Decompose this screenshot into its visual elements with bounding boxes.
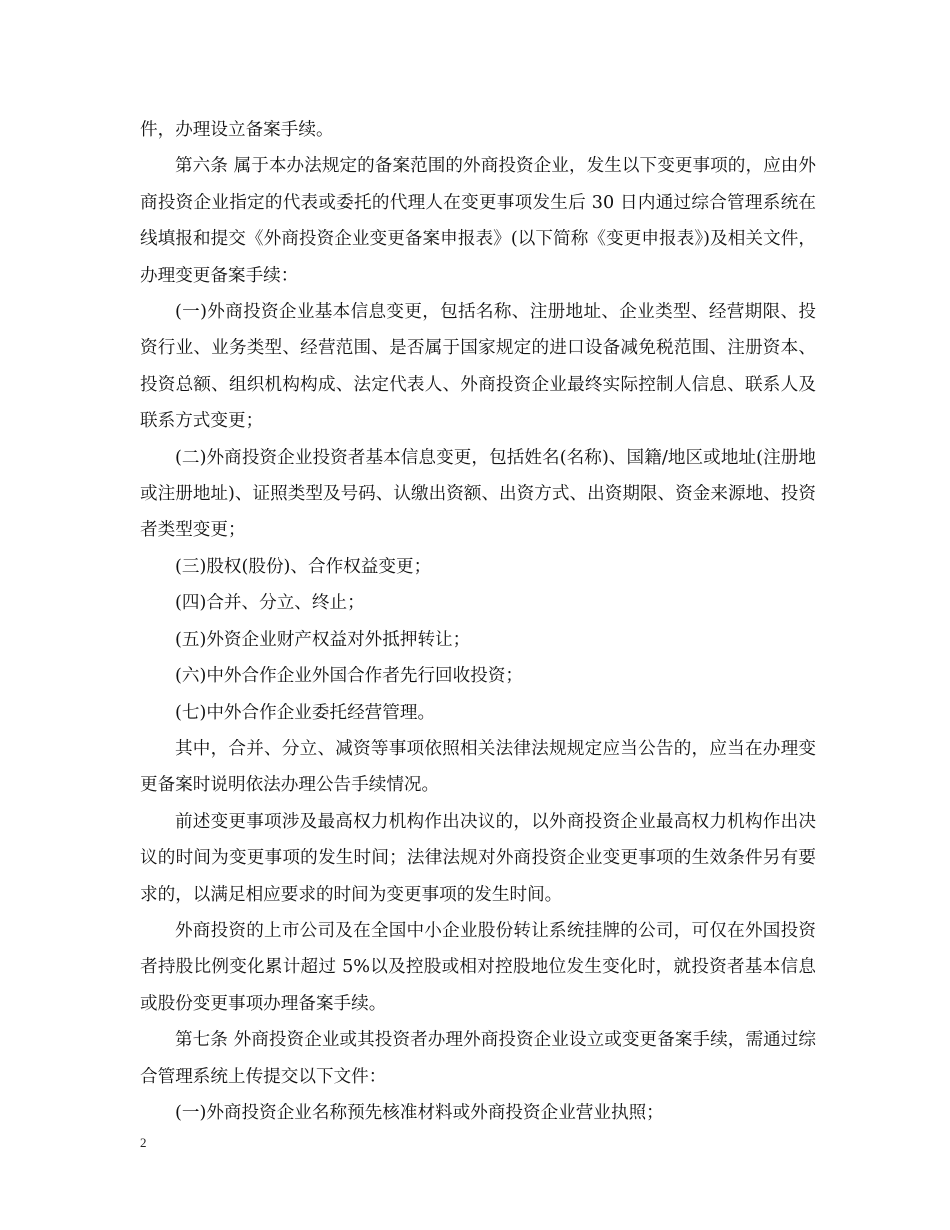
paragraph-item-4: (四)合并、分立、终止； [175,593,365,614]
paragraph-item-7: (七)中外合作企业委托经营管理。 [175,702,436,723]
paragraph-item-1: (一)外商投资企业基本信息变更，包括名称、注册地址、企业类型、经营期限、投资行业、业务类型、经营范围、是否属于国家规定的进口设备减免税范围、注册资本、投资总额、组织机构构成、法定代表人、外商投资企业最终实际控制人信息、联系人及联系方式变更； [140,302,816,432]
document-body [140,112,816,1131]
paragraph-resolution-time: 前述变更事项涉及最高权力机构作出决议的，以外商投资企业最高权力机构作出决议的时间为变更事项的发生时间；法律法规对外商投资企业变更事项的生效条件另有要求的，以满足相应要求的时间为变更事项的发生时间。 [140,811,816,905]
paragraph-item-5: (五)外资企业财产权益对外抵押转让； [175,629,471,650]
paragraph-announcement: 其中，合并、分立、减资等事项依照相关法律法规规定应当公告的，应当在办理变更备案时说明依法办理公告手续情况。 [140,738,816,796]
paragraph-article-7: 第七条 外商投资企业或其投资者办理外商投资企业设立或变更备案手续，需通过综合管理系统上传提交以下文件： [140,1030,816,1087]
paragraph-item-2: (二)外商投资企业投资者基本信息变更，包括姓名(名称)、国籍/地区或地址(注册地或注册地址)、证照类型及号码、认缴出资额、出资方式、出资期限、资金来源地、投资者类型变更； [140,447,816,541]
paragraph-item-3: (三)股权(股份)、合作权益变更； [175,556,432,577]
paragraph-article-6: 第六条 属于本办法规定的备案范围的外商投资企业，发生以下变更事项的，应由外商投资企业指定的代表或委托的代理人在变更事项发生后 30 日内通过综合管理系统在线填报和提交《外商投资企业变更备案申报表》(以下简称《变更申报表》)及相关文件，办理变更备案手续： [140,156,816,286]
paragraph-continuation: 件，办理设立备案手续。 [140,120,334,140]
paragraph-article-7-item-1: (一)外商投资企业名称预先核准材料或外商投资企业营业执照； [175,1102,664,1123]
paragraph-item-6: (六)中外合作企业外国合作者先行回收投资； [175,666,524,687]
page-number: 2 [140,1135,147,1150]
paragraph-listed-companies: 外商投资的上市公司及在全国中小企业股份转让系统挂牌的公司，可仅在外国投资者持股比例变化累计超过 5%以及控股或相对控股地位发生变化时，就投资者基本信息或股份变更事项办理备案手续。 [140,920,816,1014]
